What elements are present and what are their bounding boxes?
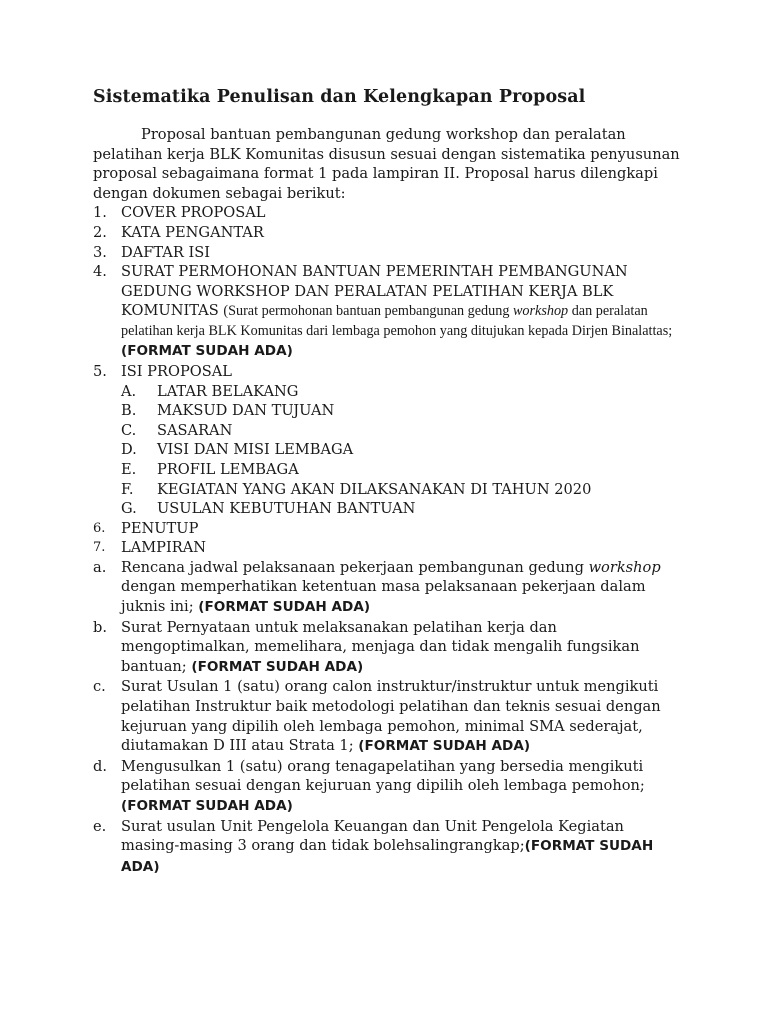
attachment-item	[93, 757, 683, 817]
list-text: PENUTUP	[121, 519, 199, 537]
sub-letter: B.	[121, 402, 137, 420]
list-number: 4.	[93, 263, 107, 281]
format-badge: (FORMAT SUDAH ADA)	[121, 343, 293, 360]
attachment-letter: d.	[93, 757, 107, 775]
sub-letter: G.	[121, 500, 137, 518]
sub-text: PROFIL LEMBAGA	[157, 460, 299, 478]
list-number: 1.	[93, 204, 107, 222]
sub-list-item	[93, 480, 683, 500]
format-badge: (FORMAT SUDAH ADA)	[198, 599, 371, 616]
list-number: 6.	[93, 520, 106, 536]
attachment-text: Mengusulkan 1 (satu) orang tenagapelatihan yang bersedia mengikuti pelatihan sesuai dengan kejuruan yang dipilih oleh lembaga pemohon; (FORMAT SUDAH ADA)	[121, 757, 645, 814]
list-item	[93, 223, 683, 243]
attachment-text: Rencana jadwal pelaksanaan pekerjaan pembangunan gedung workshop dengan memperhatikan ketentuan masa pelaksanaan pekerjaan dalam juknis ini; (FORMAT SUDAH ADA)	[121, 558, 661, 616]
sub-list-item	[93, 421, 683, 441]
attachment-letter: b.	[93, 618, 107, 636]
list-item	[93, 538, 683, 558]
attachment-letter: c.	[93, 678, 106, 696]
sub-list-item	[93, 440, 683, 460]
list-item	[93, 362, 683, 382]
document-page	[93, 87, 683, 877]
sub-letter: F.	[121, 480, 134, 498]
attachment-text: Surat usulan Unit Pengelola Keuangan dan Unit Pengelola Kegiatan masing-masing 3 orang dan tidak bolehsalingrangkap;(FORMAT SUDAH ADA)	[121, 817, 654, 875]
format-badge: (FORMAT SUDAH ADA)	[121, 798, 293, 814]
attachment-item	[93, 618, 683, 678]
sub-text: LATAR BELAKANG	[157, 382, 299, 400]
list-text: COVER PROPOSAL	[121, 204, 266, 222]
sub-letter: D.	[121, 441, 137, 459]
attachment-text: Surat Pernyataan untuk melaksanakan pelatihan kerja dan mengoptimalkan, memelihara, menjaga dan tidak mengalih fungsikan bantuan; (FORMAT SUDAH ADA)	[121, 618, 640, 675]
list-text: LAMPIRAN	[121, 539, 207, 557]
intro-paragraph: Proposal bantuan pembangunan gedung workshop dan peralatan pelatihan kerja BLK Komunitas disusun sesuai dengan sistematika penyusunan proposal sebagaimana format 1 pada lampiran II. Proposal harus dilengkapi dengan dokumen sebagai berikut:	[93, 126, 680, 202]
attachment-item	[93, 677, 683, 756]
sub-text: MAKSUD DAN TUJUAN	[157, 402, 335, 420]
sub-letter: C.	[121, 421, 137, 439]
format-badge: (FORMAT SUDAH ADA)	[121, 838, 654, 875]
sub-letter: E.	[121, 460, 137, 478]
attachment-item	[93, 558, 683, 618]
list-item	[93, 262, 683, 362]
attachment-text: Surat Usulan 1 (satu) orang calon instruktur/instruktur untuk mengikuti pelatihan Instruktur baik metodologi pelatihan dan teknis sesuai dengan kejuruan yang dipilih oleh lembaga pemohon, minimal SMA sederajat, diutamakan D III atau Strata 1; (FORMAT SUDAH ADA)	[121, 678, 661, 755]
list-text: ISI PROPOSAL	[121, 362, 232, 380]
attachment-item	[93, 817, 683, 878]
list-text	[121, 262, 683, 362]
list-number: 5.	[93, 362, 107, 380]
sub-text: SASARAN	[157, 421, 233, 439]
sub-list-item	[93, 401, 683, 421]
sub-text: USULAN KEBUTUHAN BANTUAN	[157, 500, 416, 518]
list-item	[93, 519, 683, 539]
sub-list-item	[93, 499, 683, 519]
item-4-heading: SURAT PERMOHONAN BANTUAN PEMERINTAH PEMBANGUNAN GEDUNG WORKSHOP DAN PERALATAN PELATIHAN KERJA BLK KOMUNITAS	[121, 263, 628, 320]
list-number: 2.	[93, 223, 107, 241]
format-badge: (FORMAT SUDAH ADA)	[358, 738, 531, 755]
format-badge: (FORMAT SUDAH ADA)	[191, 658, 364, 675]
list-item	[93, 203, 683, 223]
list-number: 7.	[93, 540, 106, 556]
sub-list-item	[93, 460, 683, 480]
sub-list-item	[93, 382, 683, 402]
list-text: DAFTAR ISI	[121, 243, 210, 261]
attachment-letter: a.	[93, 558, 107, 576]
main-list	[93, 203, 683, 877]
list-number: 3.	[93, 243, 107, 261]
list-item	[93, 243, 683, 263]
list-text: KATA PENGANTAR	[121, 223, 264, 241]
sub-text: KEGIATAN YANG AKAN DILAKSANAKAN DI TAHUN 2020	[157, 480, 592, 498]
item-4-note: (Surat permohonan bantuan pembangunan gedung workshop dan peralatan pelatihan kerja BLK Komunitas dari lembaga pemohon yang ditujukan kepada Dirjen Binalattas;	[121, 303, 673, 340]
sub-letter: A.	[121, 382, 137, 400]
document-title: Sistematika Penulisan dan Kelengkapan Proposal	[93, 87, 586, 107]
sub-text: VISI DAN MISI LEMBAGA	[157, 441, 354, 459]
attachment-letter: e.	[93, 817, 107, 835]
